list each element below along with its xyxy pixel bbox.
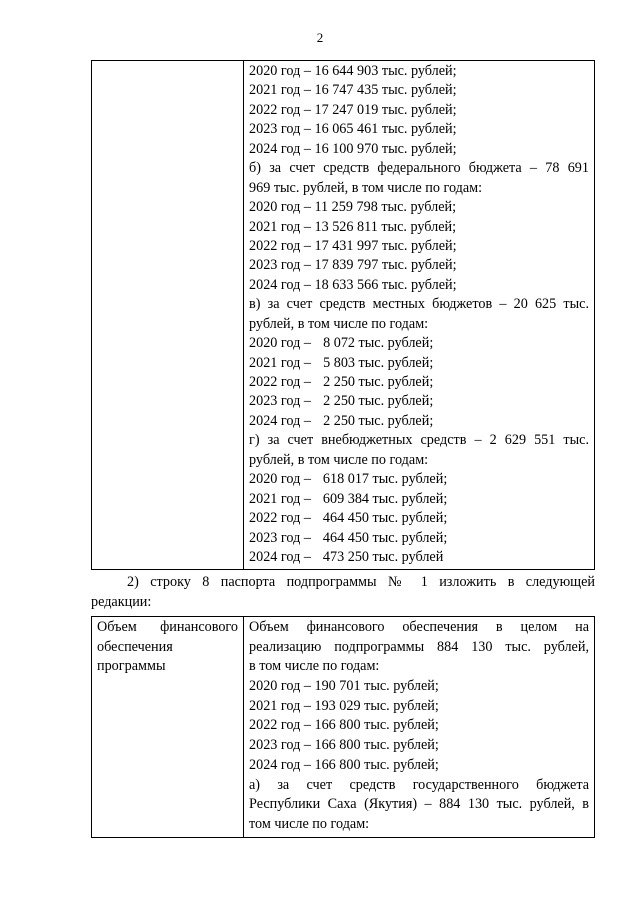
year-label: 2021 год – (249, 354, 311, 371)
unit: тыс. рублей; (358, 412, 434, 429)
year-line: 2022 год – 17 247 019 тыс. рублей; (249, 101, 457, 118)
unit: тыс. рублей; (358, 393, 434, 410)
federal-budget-heading: б) за счет средств федерального бюджета – 78 691 (249, 160, 589, 177)
unit: тыс. рублей; (372, 490, 448, 507)
year-line (249, 548, 589, 567)
table-row (92, 61, 595, 570)
year-label: 2020 год – (249, 471, 311, 488)
year-label: 2024 год – (249, 548, 311, 565)
left-label-line: обеспечения (97, 638, 173, 655)
year-line: 2023 год – 16 065 461 тыс. рублей; (249, 121, 457, 138)
year-label: 2022 год – (249, 374, 311, 390)
year-line: 2024 год – 18 633 566 тыс. рублей; (249, 276, 457, 293)
year-line: 2020 год – 190 701 тыс. рублей; (249, 678, 439, 695)
unit: тыс. рублей; (358, 354, 434, 371)
local-budget-heading: в) за счет средств местных бюджетов – 20 625 тыс. (249, 296, 589, 313)
unit: тыс. рублей; (372, 510, 448, 527)
amount: 2 250 (323, 374, 355, 390)
year-line: 2020 год – 16 644 903 тыс. рублей; (249, 63, 457, 79)
table-left-cell (92, 61, 244, 570)
table-left-cell (92, 617, 244, 838)
year-line (249, 529, 589, 548)
year-line (249, 354, 589, 373)
amount: 464 450 (322, 510, 369, 527)
year-line: 2023 год – 17 839 797 тыс. рублей; (249, 257, 457, 274)
unit: тыс. рублей; (358, 335, 434, 352)
financing-table-continued (91, 60, 595, 570)
intro-line: Объем финансового обеспечения в целом на (249, 619, 589, 635)
federal-budget-heading-cont: 969 тыс. рублей, в том числе по годам: (249, 179, 483, 196)
year-line (249, 373, 589, 392)
unit: тыс. рублей; (372, 471, 448, 488)
year-line: 2020 год – 11 259 798 тыс. рублей; (249, 199, 457, 216)
amount: 464 450 (322, 529, 369, 546)
year-line: 2021 год – 193 029 тыс. рублей; (249, 697, 439, 714)
amount: 5 803 (323, 354, 355, 371)
unit: тыс. рублей; (372, 529, 448, 546)
amount: 2 250 (323, 393, 355, 410)
local-budget-heading-cont: рублей, в том числе по годам: (249, 315, 429, 332)
amendment-paragraph (91, 573, 595, 612)
table-right-cell (244, 61, 595, 570)
year-label: 2021 год – (249, 490, 311, 507)
year-line: 2024 год – 166 800 тыс. рублей; (249, 756, 439, 773)
intro-line: реализацию подпрограммы 884 130 тыс. рублей, (249, 638, 589, 655)
year-line: 2021 год – 16 747 435 тыс. рублей; (249, 82, 457, 99)
amount: 473 250 (322, 548, 369, 565)
table-row (92, 617, 595, 838)
unit: тыс. рублей; (358, 374, 434, 390)
year-label: 2023 год – (249, 393, 311, 410)
year-label: 2024 год – (249, 412, 311, 429)
page-number: 2 (316, 30, 324, 45)
year-line: 2023 год – 166 800 тыс. рублей; (249, 737, 439, 754)
paragraph-line: редакции: (91, 593, 152, 610)
year-line (249, 490, 589, 509)
extrabudgetary-heading: г) за счет внебюджетных средств – 2 629 551 тыс. (249, 432, 589, 449)
year-line (249, 509, 589, 528)
year-label: 2023 год – (249, 529, 311, 546)
amount: 618 017 (322, 471, 369, 488)
amount: 2 250 (323, 412, 355, 429)
year-label: 2022 год – (249, 510, 311, 527)
year-line (249, 392, 589, 411)
intro-line: в том числе по годам: (249, 658, 380, 675)
amount: 8 072 (323, 335, 355, 352)
unit: тыс. рублей (372, 548, 444, 565)
year-line (249, 470, 589, 489)
state-budget-heading: а) за счет средств государственного бюджета (249, 776, 589, 793)
state-budget-heading: том числе по годам: (249, 815, 370, 832)
paragraph-line: 2) строку 8 паспорта подпрограммы № 1 изложить в следующей (127, 574, 595, 590)
year-label: 2020 год – (249, 335, 311, 352)
left-label-line: программы (97, 658, 166, 675)
left-label-line: Объем финансового (97, 619, 238, 635)
year-line (249, 412, 589, 431)
year-line (249, 334, 589, 353)
year-line: 2021 год – 13 526 811 тыс. рублей; (249, 218, 457, 235)
year-line: 2022 год – 17 431 997 тыс. рублей; (249, 237, 457, 254)
financing-table-subprogram (91, 616, 595, 838)
state-budget-heading: Республики Саха (Якутия) – 884 130 тыс. рублей, в (249, 796, 589, 813)
extrabudgetary-heading-cont: рублей, в том числе по годам: (249, 451, 429, 468)
year-line: 2024 год – 16 100 970 тыс. рублей; (249, 140, 457, 157)
amount: 609 384 (322, 490, 369, 507)
year-line: 2022 год – 166 800 тыс. рублей; (249, 717, 439, 734)
table-right-cell (244, 617, 595, 838)
